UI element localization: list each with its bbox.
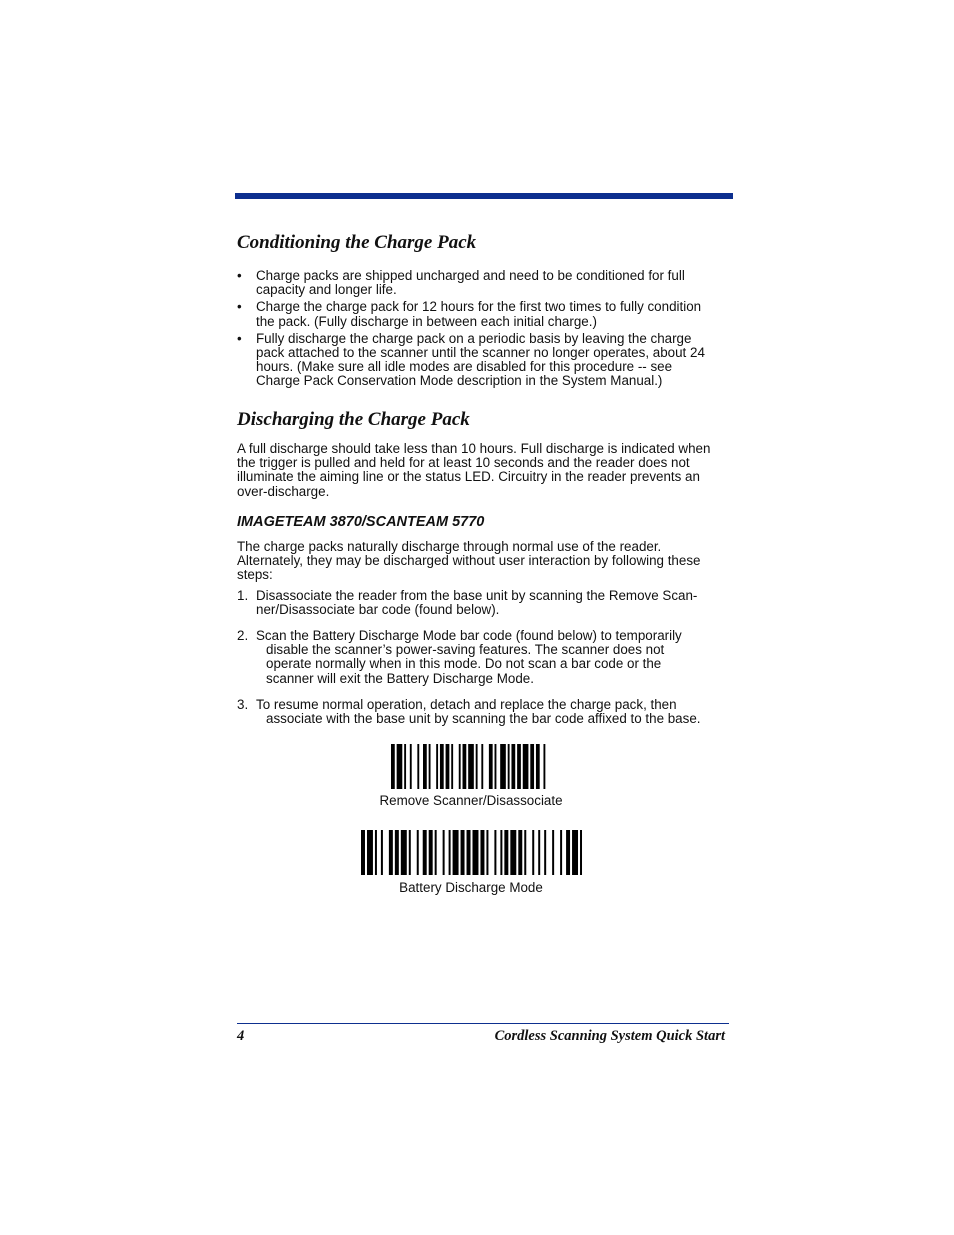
page-number: 4 [237, 1028, 245, 1044]
barcode-bar [391, 744, 395, 789]
barcode-bar [367, 830, 373, 875]
barcode-bar [532, 830, 534, 875]
barcode-bar [404, 744, 406, 789]
barcode-bar [459, 744, 461, 789]
barcode-bar [552, 830, 554, 875]
barcode-bar [440, 744, 444, 789]
barcode-bar [566, 830, 570, 875]
barcode-bar [523, 744, 529, 789]
barcode-battery-discharge [361, 830, 584, 875]
barcode-bar [395, 830, 399, 875]
barcode-label-battery-discharge: Battery Discharge Mode [399, 880, 543, 895]
section-heading-conditioning: Conditioning the Charge Pack [237, 232, 477, 253]
barcode-bar [560, 830, 562, 875]
barcode-bar [410, 744, 412, 789]
barcode-bar [500, 830, 502, 875]
barcode-bar [451, 744, 453, 789]
barcode-bar [429, 830, 433, 875]
barcode-bar [543, 744, 545, 789]
barcode-bar [486, 830, 488, 875]
barcode-bar [572, 830, 578, 875]
step-2: 2. Scan the Battery Discharge Mode bar code (found below) to temporarily disable the scanner’s power-saving features. The scanner does not operate normally when in this mode. Do not scan a bar code or the scanner will exit the Battery Discharge Mode. [237, 628, 682, 686]
footer-rule [237, 1023, 729, 1024]
barcode-bar [417, 744, 419, 789]
barcode-bar [453, 830, 459, 875]
barcode-bar [467, 830, 471, 875]
barcode-bar [463, 744, 467, 789]
barcode-bar [389, 830, 393, 875]
discharge-paragraph: A full discharge should take less than 10 hours. Full discharge is indicated when the trigger is pulled and held for at least 10 seconds and the reader does not illuminate the aiming line or the status LED. Circuitry in the reader prevents an over-discharge. [237, 441, 711, 499]
step-3: 3. To resume normal operation, detach and replace the charge pack, then associate with the base unit by scanning the bar code affixed to the base. [237, 697, 701, 727]
bullet-item: • Charge packs are shipped uncharged and need to be conditioned for full capacity and longer life. [237, 269, 732, 297]
barcode-bar [530, 744, 534, 789]
barcode-bar [429, 744, 431, 789]
subsection-heading: IMAGETEAM 3870/SCANTEAM 5770 [237, 514, 485, 530]
barcode-bar [476, 744, 478, 789]
barcode-bar [517, 744, 521, 789]
barcode-bar [423, 744, 427, 789]
barcode-bar [361, 830, 365, 875]
barcode-bar [494, 830, 496, 875]
barcode-bar [544, 830, 546, 875]
barcode-bar [489, 744, 493, 789]
bullet-item: • Charge the charge pack for 12 hours for the first two times to fully condition the pack. (Fully discharge in between each initial charge.) [237, 300, 732, 328]
barcode-bar [397, 744, 403, 789]
barcode-bar [524, 830, 526, 875]
section-heading-discharging: Discharging the Charge Pack [237, 409, 470, 430]
barcode-bar [381, 830, 383, 875]
barcode-bar [538, 830, 540, 875]
barcode-bar [510, 830, 516, 875]
barcode-bar [375, 830, 377, 875]
barcode-bar [446, 744, 450, 789]
barcode-label-remove-scanner: Remove Scanner/Disassociate [379, 793, 563, 808]
footer-title: Cordless Scanning System Quick Start [494, 1028, 725, 1044]
barcode-bar [580, 830, 582, 875]
barcode-bar [468, 744, 474, 789]
barcode-bar [436, 744, 438, 789]
barcode-bar [435, 830, 437, 875]
barcode-bar [409, 830, 411, 875]
bullet-item: • Fully discharge the charge pack on a periodic basis by leaving the charge pack attached to the scanner until the scanner no longer operates, about 24 hours. (Make sure all idle modes are disabled for this procedure -- see Charge Pack Conservation Mode description in the System Manual.) [237, 332, 732, 389]
barcode-bar [461, 830, 465, 875]
barcode-bar [473, 830, 479, 875]
subsection-intro: The charge packs naturally discharge through normal use of the reader. Alternately, they may be discharged without user interaction by following these steps: [237, 539, 701, 583]
step-1: 1. Disassociate the reader from the base unit by scanning the Remove Scan- ner/Disassociate bar code (found below). [237, 588, 698, 618]
barcode-bar [511, 744, 515, 789]
conditioning-bullet-list [237, 269, 732, 392]
barcode-bar [423, 830, 427, 875]
barcode-bar [495, 744, 497, 789]
barcode-remove-scanner [391, 744, 551, 789]
barcode-bar [449, 830, 451, 875]
barcode-bar [518, 830, 522, 875]
barcode-bar [504, 830, 508, 875]
barcode-bar [401, 830, 407, 875]
barcode-bar [443, 830, 445, 875]
barcode-bar [417, 830, 419, 875]
header-rule [235, 193, 733, 199]
barcode-bar [508, 744, 510, 789]
barcode-bar [536, 744, 540, 789]
barcode-bar [480, 830, 484, 875]
barcode-bar [500, 744, 506, 789]
barcode-bar [481, 744, 483, 789]
